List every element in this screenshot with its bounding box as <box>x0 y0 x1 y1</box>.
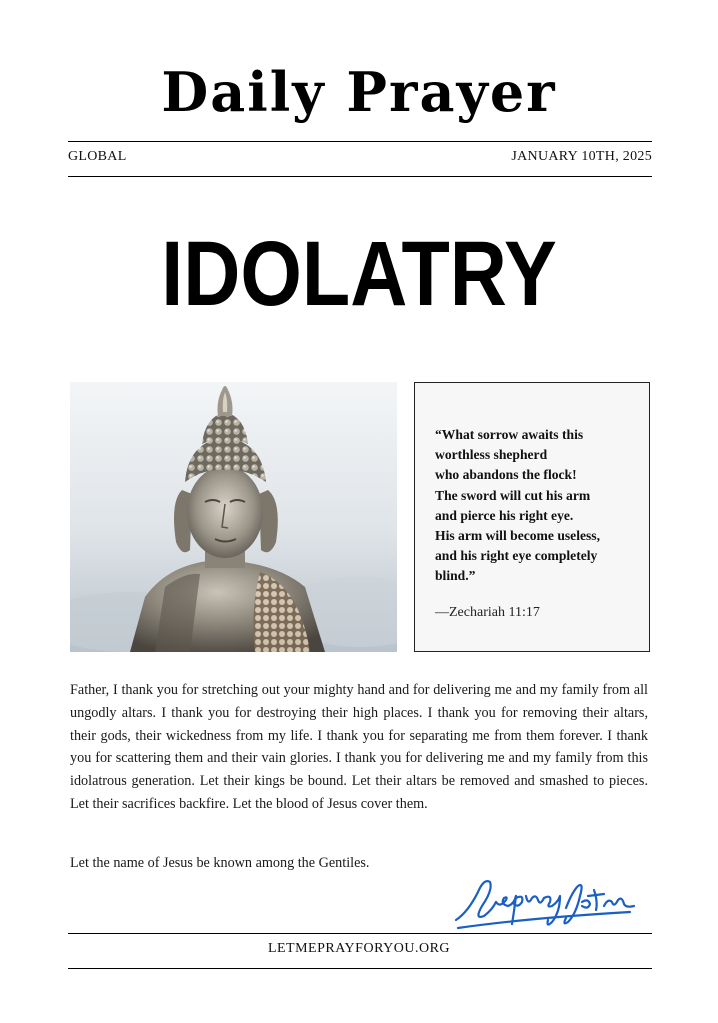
dateline-date: JANUARY 10TH, 2025 <box>511 149 652 164</box>
divider-footer-top <box>68 933 652 934</box>
scripture-reference: —Zechariah 11:17 <box>435 605 540 620</box>
signature-image <box>448 872 638 938</box>
divider-top <box>68 141 652 142</box>
prayer-body: Father, I thank you for stretching out your mighty hand and for delivering me and my family from all ungodly altars. I thank you for destroying their high places. I thank you for removing their altars, their gods, their wickedness from my life. I thank you for separating me from them forever. I thank you for scattering them and their vain glories. I thank you for delivering me and my family from this idolatrous generation. Let their kings be bound. Let their altars be removed and smashed to pieces. Let their sacrifices backfire. Let the blood of Jesus cover them. <box>70 682 648 812</box>
scripture-quote-text: “What sorrow awaits this worthless shepherd who abandons the flock! The sword will cut his arm and pierce his right eye. His arm will become useless, and his right eye completely blind.” <box>435 427 600 584</box>
divider-dateline-bottom <box>68 176 652 177</box>
dateline-region: GLOBAL <box>68 149 127 164</box>
buddha-statue-image <box>70 382 397 652</box>
headline: IDOLATRY <box>161 223 557 325</box>
divider-footer-bottom <box>68 968 652 969</box>
masthead-title: Daily Prayer <box>161 60 557 124</box>
scripture-quote-box <box>414 382 650 652</box>
footer-website-link[interactable]: LETMEPRAYFORYOU.ORG <box>267 941 451 956</box>
prayer-closing: Let the name of Jesus be known among the Gentiles. <box>70 855 370 871</box>
